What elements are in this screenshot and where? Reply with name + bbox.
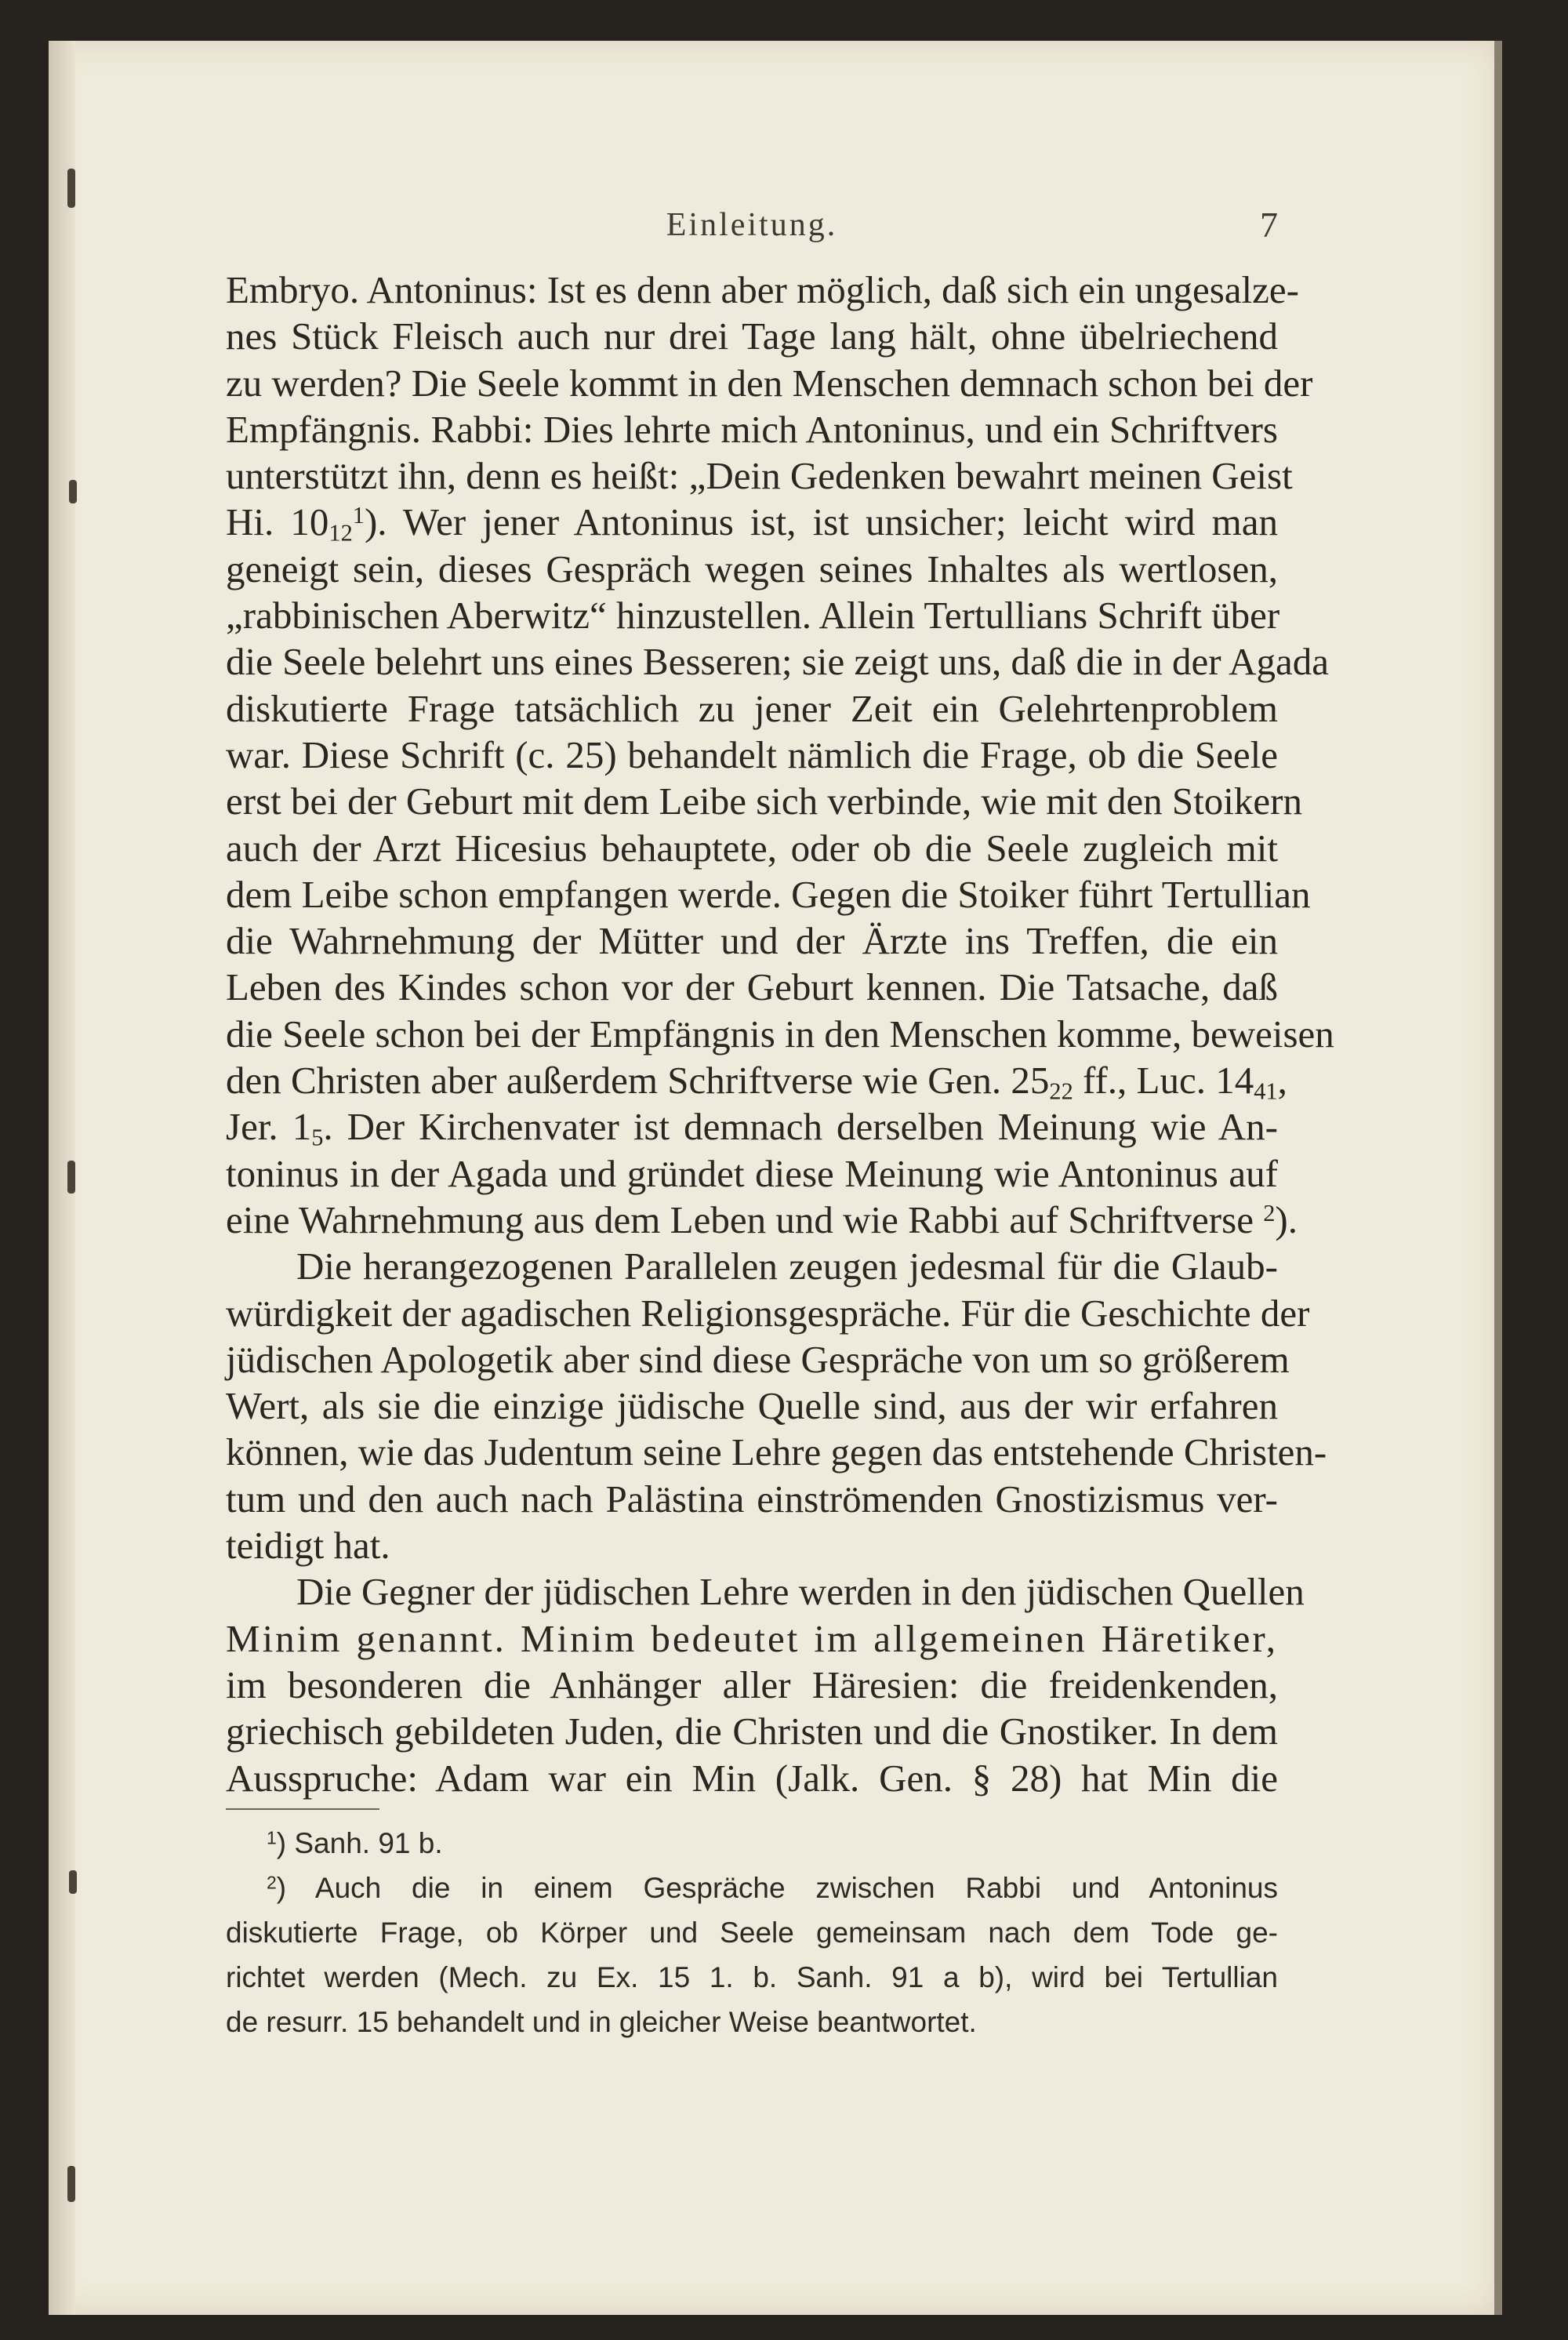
text-line: die Seele schon bei der Empfängnis in den Menschen komme, beweisen — [226, 1012, 1334, 1056]
page-edge — [1494, 41, 1502, 2315]
text-segment: Jer. 1 — [226, 1105, 312, 1149]
text-segment: ff., Luc. 14 — [1073, 1059, 1254, 1103]
text-line: Empfängnis. Rabbi: Dies lehrte mich Antoninus, und ein Schriftvers — [226, 407, 1278, 451]
text-segment: . Der Kirchenvater ist demnach derselben Meinung wie An- — [323, 1105, 1278, 1149]
footnote-ref: 1 — [352, 502, 365, 529]
text-line: griechisch gebildeten Juden, die Christen und die Gnostiker. In dem — [226, 1710, 1278, 1753]
footnotes — [226, 1821, 1278, 2044]
text-line: würdigkeit der agadischen Religionsgespräche. Für die Geschichte der — [226, 1291, 1310, 1335]
page-number: 7 — [1260, 205, 1278, 245]
binding-mark — [69, 1870, 77, 1894]
text-line: war. Diese Schrift (c. 25) behandelt nämlich die Frage, ob die Seele — [226, 732, 1278, 776]
text-line — [226, 1057, 1287, 1105]
text-line: Embryo. Antoninus: Ist es denn aber möglich, daß sich ein ungesalze- — [226, 268, 1299, 311]
text-line: erst bei der Geburt mit dem Leibe sich verbinde, wie mit den Stoikern — [226, 779, 1302, 823]
text-segment: , — [1277, 1059, 1287, 1103]
text-line: unterstützt ihn, denn es heißt: „Dein Gedenken bewahrt meinen Geist — [226, 454, 1293, 498]
running-head-title: Einleitung. — [666, 207, 838, 243]
footnote-separator — [226, 1808, 379, 1810]
body-text — [226, 267, 1334, 1801]
binding-mark — [67, 169, 75, 208]
text-line: auch der Arzt Hicesius behauptete, oder ob die Seele zugleich mit — [226, 826, 1278, 870]
footnote-line: de resurr. 15 behandelt und in gleicher Weise beantwortet. — [226, 2006, 977, 2038]
text-line: toninus in der Agada und gründet diese Meinung wie Antoninus auf — [226, 1151, 1278, 1195]
binding-mark — [67, 1161, 75, 1194]
text-segment: den Christen aber außerdem Schriftverse wie Gen. 25 — [226, 1059, 1050, 1103]
subscript: 5 — [311, 1124, 324, 1151]
text-line: tum und den auch nach Palästina einströmenden Gnostizismus ver- — [226, 1477, 1278, 1521]
text-segment: ). Wer jener Antoninus ist, ist unsicher; leicht wird man — [364, 500, 1279, 544]
text-line — [226, 499, 1278, 545]
text-line: zu werden? Die Seele kommt in den Menschen demnach schon bei der — [226, 361, 1313, 405]
text-line — [226, 1197, 1298, 1243]
text-line: im besonderen die Anhänger aller Häresien: die freidenkenden, — [226, 1662, 1278, 1706]
footnote-1 — [226, 1821, 1278, 1866]
footnote-text: ) Auch die in einem Gespräche zwischen Rabbi und Antoninus — [276, 1872, 1278, 1904]
subscript: 41 — [1254, 1077, 1278, 1105]
footnote-ref: 2 — [1263, 1199, 1276, 1226]
paragraph-start-line: Die Gegner der jüdischen Lehre werden in den jüdischen Quellen — [296, 1570, 1305, 1614]
footnote-text: ) Sanh. 91 b. — [276, 1827, 443, 1859]
text-line: geneigt sein, dieses Gespräch wegen seines Inhaltes als wertlosen, — [226, 547, 1278, 590]
text-segment: Hi. 10 — [226, 500, 329, 544]
text-line: dem Leibe schon empfangen werde. Gegen die Stoiker führt Tertullian — [226, 872, 1311, 916]
text-line: jüdischen Apologetik aber sind diese Gespräche von um so größerem — [226, 1337, 1290, 1381]
text-line — [226, 1103, 1278, 1150]
running-head — [226, 198, 1278, 253]
footnote-line: diskutierte Frage, ob Körper und Seele gemeinsam nach dem Tode ge- — [226, 1917, 1278, 1949]
text-line: die Wahrnehmung der Mütter und der Ärzte ins Treffen, die ein — [226, 919, 1278, 963]
text-line: Minim genannt. Minim bedeutet im allgemeinen Häretiker, — [226, 1616, 1278, 1660]
text-line: können, wie das Judentum seine Lehre gegen das entstehende Christen- — [226, 1430, 1327, 1474]
binding-mark — [69, 480, 77, 503]
subscript: 12 — [328, 520, 353, 547]
text-line: nes Stück Fleisch auch nur drei Tage lang hält, ohne übelriechend — [226, 314, 1278, 358]
subscript: 22 — [1049, 1077, 1073, 1105]
binding-mark — [67, 2166, 75, 2202]
text-line: „rabbinischen Aberwitz“ hinzustellen. Allein Tertullians Schrift über — [226, 594, 1280, 638]
footnote-line: richtet werden (Mech. zu Ex. 15 1. b. Sanh. 91 a b), wird bei Tertullian — [226, 1961, 1278, 1993]
text-line: diskutierte Frage tatsächlich zu jener Zeit ein Gelehrtenproblem — [226, 686, 1278, 730]
text-line: Leben des Kindes schon vor der Geburt kennen. Die Tatsache, daß — [226, 965, 1278, 1009]
text-line: Wert, als sie die einzige jüdische Quelle sind, aus der wir erfahren — [226, 1384, 1278, 1428]
footnote-marker: 1 — [267, 1827, 277, 1848]
text-line: teidigt hat. — [226, 1524, 390, 1568]
text-segment: eine Wahrnehmung aus dem Leben und wie Rabbi auf Schriftverse — [226, 1197, 1264, 1241]
footnote-2 — [226, 1866, 1278, 1910]
footnote-marker: 2 — [267, 1872, 277, 1893]
text-line: die Seele belehrt uns eines Besseren; sie zeigt uns, daß die in der Agada — [226, 640, 1329, 684]
text-segment: ). — [1275, 1197, 1298, 1241]
text-line: Ausspruche: Adam war ein Min (Jalk. Gen. § 28) hat Min die — [226, 1756, 1278, 1800]
paragraph-start-line: Die herangezogenen Parallelen zeugen jedesmal für die Glaub- — [296, 1244, 1278, 1288]
